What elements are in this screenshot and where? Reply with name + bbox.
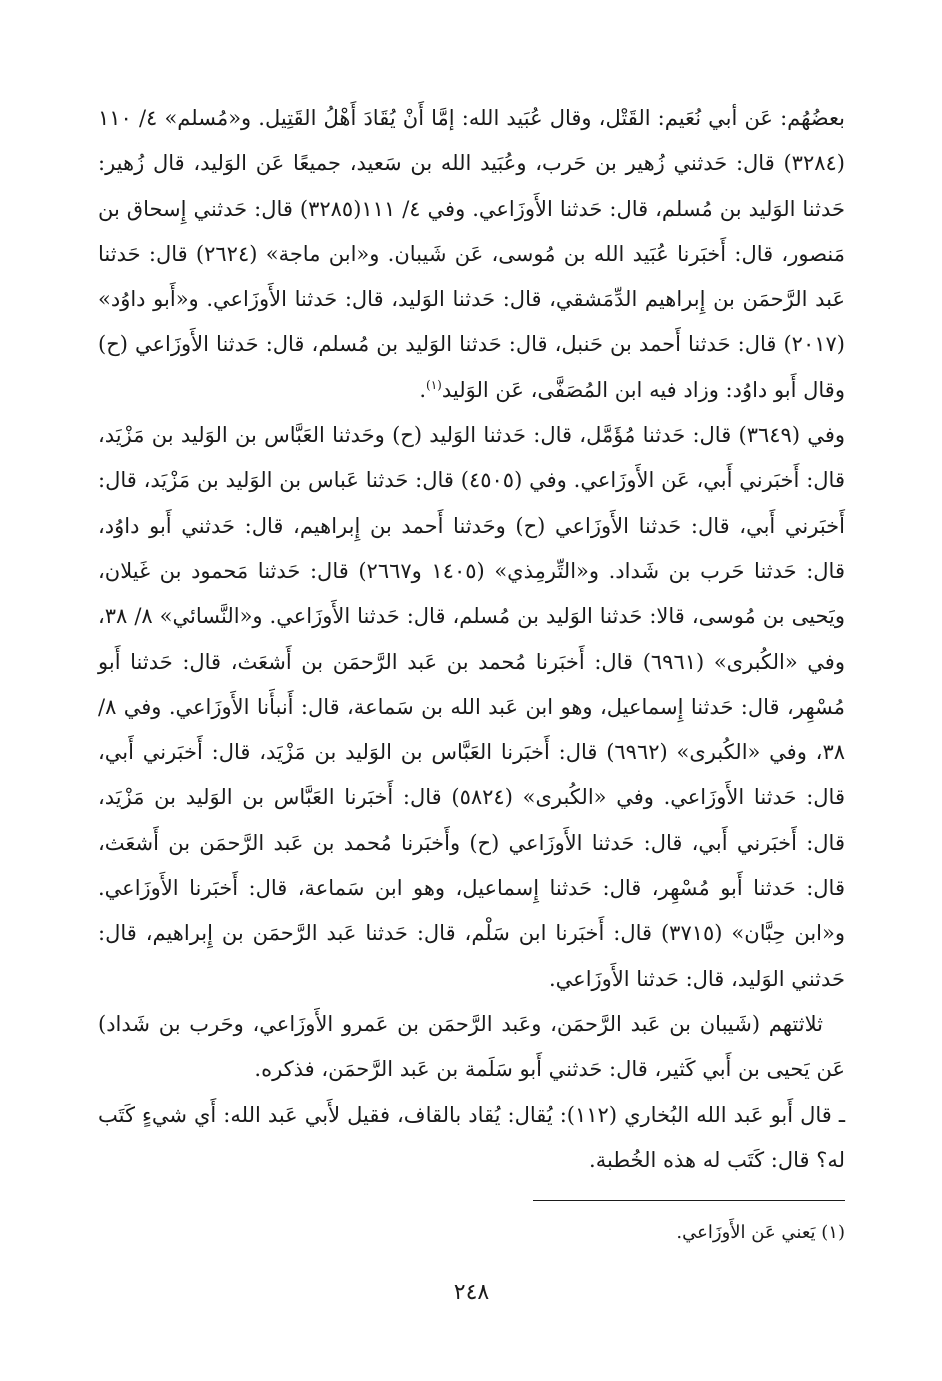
main-text bbox=[98, 96, 845, 1183]
paragraph-bukhari-note: ـ قال أَبو عَبد الله البُخاري (١١٢): يُقال: يُقاد بالقاف، فقيل لأَبي عَبد الله: أَي شيءٍ كَتَب له؟ قال: كَتَب له هذه الخُطبة. bbox=[98, 1102, 846, 1172]
footnote-separator bbox=[533, 1200, 845, 1201]
paragraph-takhrij-1 bbox=[98, 96, 845, 413]
footnote: (١) يَعني عَن الأَوزَاعي. bbox=[676, 1222, 845, 1243]
paragraph-summary: ثلاثتهم (شَيبان بن عَبد الرَّحمَن، وعَبد الرَّحمَن بن عَمرو الأَوزَاعي، وحَرب بن شَداد) عَن يَحيى بن أَبي كَثير، قال: حَدثني أَبو سَلَمة بن عَبد الرَّحمَن، فذكره. bbox=[98, 1011, 845, 1082]
footnote-reference: (١) bbox=[426, 377, 442, 392]
book-page bbox=[98, 96, 846, 1305]
page-number: ٢٤٨ bbox=[453, 1280, 490, 1305]
paragraph-end: . bbox=[419, 377, 427, 402]
paragraph-takhrij-2: وفي (٣٦٤٩) قال: حَدثنا مُؤَمَّل، قال: حَدثنا الوَليد (ح) وحَدثنا العَبَّاس بن الوَليد بن مَزْيَد، قال: أَخبَرني أَبي، عَن الأَوزَاعي. وفي (٤٥٠٥) قال: حَدثنا عَباس بن الوَليد بن مَزْيَد، قال: أَخبَرني أَبي، قال: حَدثنا الأَوزَاعي (ح) وحَدثنا أَحمد بن إِبراهيم، قال: حَدثني أَبو داوُد، قال: حَدثنا حَرب بن شَداد. و«التِّرمِذي» (١٤٠٥ و٢٦٦٧) قال: حَدثنا مَحمود بن غَيلان، ويَحيى بن مُوسى، قالا: حَدثنا الوَليد بن مُسلم، قال: حَدثنا الأَوزَاعي. و«النَّسائي» ٨/ ٣٨، وفي «الكُبرى» (٦٩٦١) قال: أَخبَرنا مُحمد بن عَبد الرَّحمَن بن أَشعَث، قال: حَدثنا أَبو مُسْهِر، قال: حَدثنا إِسماعيل، وهو ابن عَبد الله بن سَماعة، قال: أَنبأَنا الأَوزَاعي. وفي ٨/ ٣٨، وفي «الكُبرى» (٦٩٦٢) قال: أَخبَرنا العَبَّاس بن الوَليد بن مَزْيَد، قال: أَخبَرني أَبي، قال: حَدثنا الأَوزَاعي. وفي «الكُبرى» (٥٨٢٤) قال: أَخبَرنا العَبَّاس بن الوَليد بن مَزْيَد، قال: أَخبَرني أَبي، قال: حَدثنا الأَوزَاعي (ح) وأَخبَرنا مُحمد بن عَبد الرَّحمَن بن أَشعَث، قال: حَدثنا أَبو مُسْهِر، قال: حَدثنا إِسماعيل، وهو ابن سَماعة، قال: أَخبَرنا الأَوزَاعي. و«ابن حِبَّان» (٣٧١٥) قال: أَخبَرنا ابن سَلْم، قال: حَدثنا عَبد الرَّحمَن بن إِبراهيم، قال: حَدثني الوَليد، قال: حَدثنا الأَوزَاعي. bbox=[98, 423, 845, 991]
paragraph-text: بعضُهُم: عَن أبي نُعَيم: القَتْل، وقال عُبَيد الله: إمَّا أَنْ يُقَادَ أَهْلُ القَتِيل. و«مُسلم» ٤/ ١١٠ (٣٢٨٤) قال: حَدثني زُهير بن حَرب، وعُبَيد الله بن سَعيد، جميعًا عَن الوَليد، قال زُهير: حَدثنا الوَليد بن مُسلم، قال: حَدثنا الأَوزَاعي. وفي ٤/ ١١١(٣٢٨٥) قال: حَدثني إِسحاق بن مَنصور، قال: أَخبَرنا عُبَيد الله بن مُوسى، عَن شَيبان. و«ابن ماجة» (٢٦٢٤) قال: حَدثنا عَبد الرَّحمَن بن إِبراهيم الدِّمَشقي، قال: حَدثنا الوَليد، قال: حَدثنا الأَوزَاعي. و«أَبو داوُد» (٢٠١٧) قال: حَدثنا أَحمد بن حَنبل، قال: حَدثنا الوَليد بن مُسلم، قال: حَدثنا الأَوزَاعي (ح) وقال أَبو داوُد: وزاد فيه ابن المُصَفَّى، عَن الوَليد bbox=[98, 106, 845, 402]
